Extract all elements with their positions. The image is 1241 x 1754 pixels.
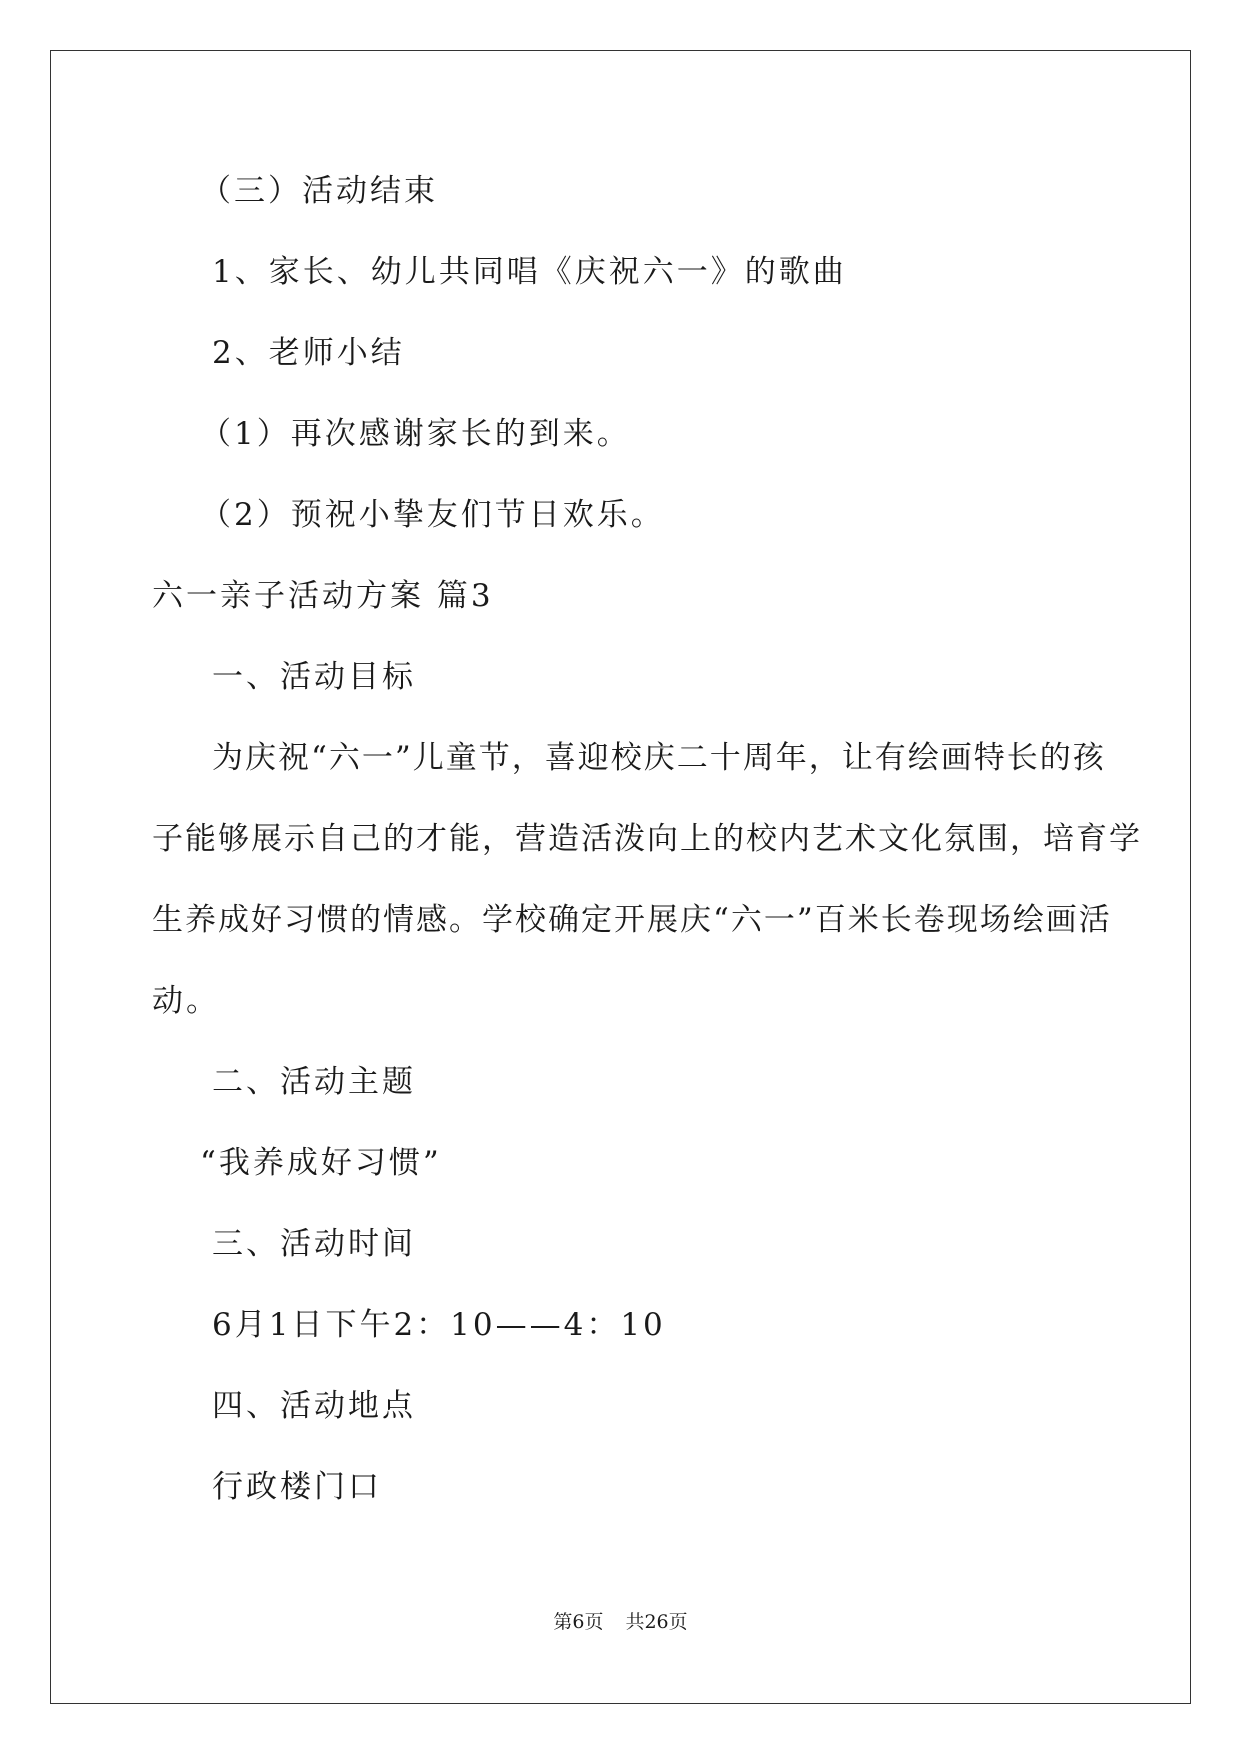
- page-border: [50, 50, 1191, 1704]
- section-heading-activity-end: （三）活动结束: [200, 173, 438, 209]
- sub-item-thank-parents: （1）再次感谢家长的到来。: [200, 416, 631, 452]
- time-text: 6月1日下午2：10——4：10: [212, 1307, 666, 1343]
- page-footer: [0, 1610, 1241, 1634]
- paragraph-line: 子能够展示自己的才能，营造活泼向上的校内艺术文化氛围，培育学: [152, 821, 1142, 857]
- paragraph-line: 生养成好习惯的情感。学校确定开展庆“六一”百米长卷现场绘画活: [152, 902, 1112, 938]
- location-text: 行政楼门口: [212, 1469, 382, 1505]
- page-total: 共26页: [625, 1611, 688, 1633]
- list-item-teacher-summary: 2、老师小结: [212, 335, 405, 371]
- section-heading-location: 四、活动地点: [212, 1388, 416, 1424]
- list-item-sing-song: 1、家长、幼儿共同唱《庆祝六一》的歌曲: [212, 254, 847, 290]
- paragraph-line: 为庆祝“六一”儿童节，喜迎校庆二十周年，让有绘画特长的孩: [212, 740, 1106, 776]
- section-heading-goal: 一、活动目标: [212, 659, 416, 695]
- page-number: 第6页: [553, 1611, 604, 1633]
- paragraph-line: 动。: [152, 983, 220, 1019]
- sub-item-wish-children: （2）预祝小挚友们节日欢乐。: [200, 497, 665, 533]
- section-heading-theme: 二、活动主题: [212, 1064, 416, 1100]
- theme-text: “我养成好习惯”: [200, 1145, 442, 1181]
- section-heading-time: 三、活动时间: [212, 1226, 416, 1262]
- plan-title: 六一亲子活动方案 篇3: [152, 578, 494, 614]
